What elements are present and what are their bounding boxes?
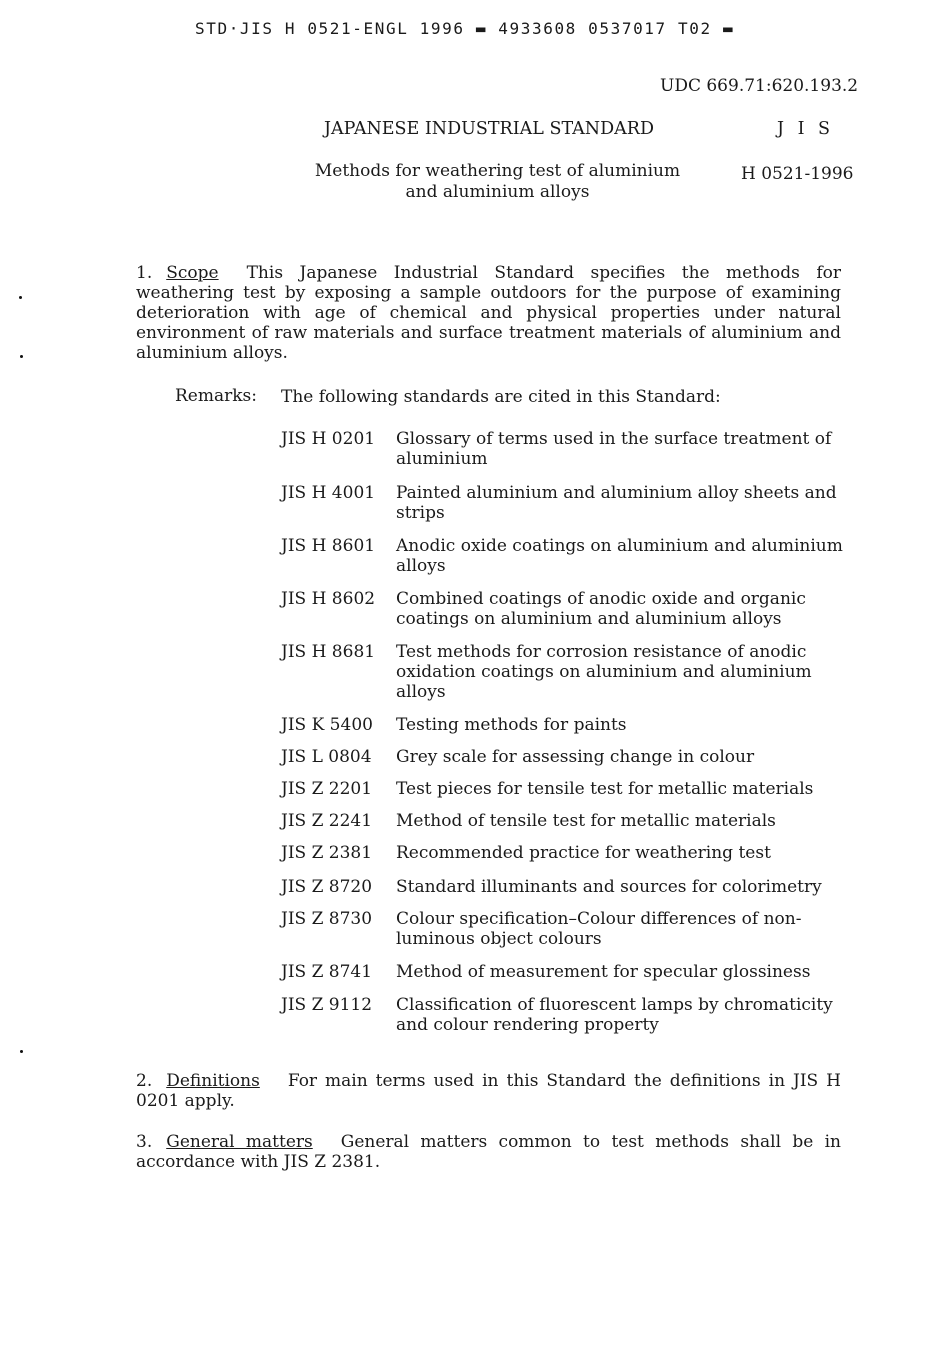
reference-title: Test pieces for tensile test for metallic materials (396, 779, 814, 799)
reference-item (281, 715, 856, 735)
reference-code: JIS K 5400 (281, 715, 373, 735)
scan-speck (20, 1050, 23, 1053)
section-text: General matters common to test methods shall be in accordance with JIS Z 2381. (136, 1132, 841, 1172)
reference-code: JIS H 0201 (281, 429, 376, 449)
reference-title: Painted aluminium and aluminium alloy sheets and strips (396, 483, 837, 523)
reference-code: JIS Z 8730 (281, 909, 373, 929)
remarks-intro: The following standards are cited in this Standard: (281, 387, 721, 407)
reference-item (281, 429, 856, 469)
jis-mark: J I S (777, 119, 835, 139)
section-heading: Scope (166, 263, 219, 283)
reference-title: Method of tensile test for metallic materials (396, 811, 776, 831)
reference-title: Classification of fluorescent lamps by chromaticity and colour rendering property (396, 995, 833, 1035)
section-heading: General matters (166, 1132, 313, 1152)
reference-title: Combined coatings of anodic oxide and organic coatings on aluminium and aluminium alloys (396, 589, 806, 629)
reference-code: JIS Z 8720 (281, 877, 373, 897)
standard-body-title: JAPANESE INDUSTRIAL STANDARD (324, 119, 654, 139)
document-number: H 0521-1996 (741, 164, 854, 184)
scan-speck (20, 355, 23, 358)
reference-item (281, 536, 856, 576)
section-text: For main terms used in this Standard the definitions in JIS H 0201 apply. (136, 1071, 841, 1111)
document-scan-header: STD·JIS H 0521-ENGL 1996 ▬ 4933608 0537017 T02 ▬ (195, 19, 735, 38)
reference-code: JIS Z 2381 (281, 843, 373, 863)
section-heading: Definitions (166, 1071, 260, 1091)
reference-code: JIS Z 8741 (281, 962, 373, 982)
document-title: Methods for weathering test of aluminium and aluminium alloys (314, 161, 681, 202)
reference-title: Recommended practice for weathering test (396, 843, 771, 863)
reference-item (281, 483, 856, 523)
reference-code: JIS Z 9112 (281, 995, 373, 1015)
reference-item (281, 642, 856, 702)
reference-title: Colour specification–Colour differences of non-luminous object colours (396, 909, 802, 949)
udc-number: UDC 669.71:620.193.2 (660, 76, 859, 96)
reference-code: JIS Z 2201 (281, 779, 373, 799)
reference-item (281, 995, 856, 1035)
reference-code: JIS H 4001 (281, 483, 376, 503)
reference-item (281, 811, 856, 831)
reference-title: Test methods for corrosion resistance of anodic oxidation coatings on aluminium and aluminium alloys (396, 642, 812, 702)
section-number: 3. (136, 1132, 153, 1152)
reference-item (281, 909, 856, 949)
reference-title: Method of measurement for specular glossiness (396, 962, 811, 982)
section-text: This Japanese Industrial Standard specifies the methods for weathering test by exposing a sample outdoors for the purpose of examining deterioration with age of chemical and physical properties under natural environment of raw materials and surface treatment materials of aluminium and aluminium alloys. (136, 263, 841, 363)
reference-title: Grey scale for assessing change in colour (396, 747, 755, 767)
section-scope (136, 263, 841, 363)
scan-speck (19, 296, 22, 299)
remarks-label: Remarks: (175, 386, 257, 406)
reference-code: JIS H 8601 (281, 536, 376, 556)
reference-item (281, 747, 856, 767)
reference-title: Glossary of terms used in the surface treatment of aluminium (396, 429, 832, 469)
section-number: 1. (136, 263, 153, 283)
section-number: 2. (136, 1071, 153, 1091)
reference-title: Standard illuminants and sources for colorimetry (396, 877, 822, 897)
reference-code: JIS H 8602 (281, 589, 376, 609)
reference-title: Testing methods for paints (396, 715, 627, 735)
reference-item (281, 962, 856, 982)
reference-item (281, 779, 856, 799)
reference-code: JIS H 8681 (281, 642, 376, 662)
reference-code: JIS Z 2241 (281, 811, 373, 831)
section-definitions (136, 1071, 841, 1111)
reference-item (281, 877, 856, 897)
reference-item (281, 843, 856, 863)
cited-standards-list (281, 429, 856, 1035)
reference-title: Anodic oxide coatings on aluminium and aluminium alloys (396, 536, 843, 576)
section-general-matters (136, 1132, 841, 1172)
reference-code: JIS L 0804 (281, 747, 372, 767)
reference-item (281, 589, 856, 629)
